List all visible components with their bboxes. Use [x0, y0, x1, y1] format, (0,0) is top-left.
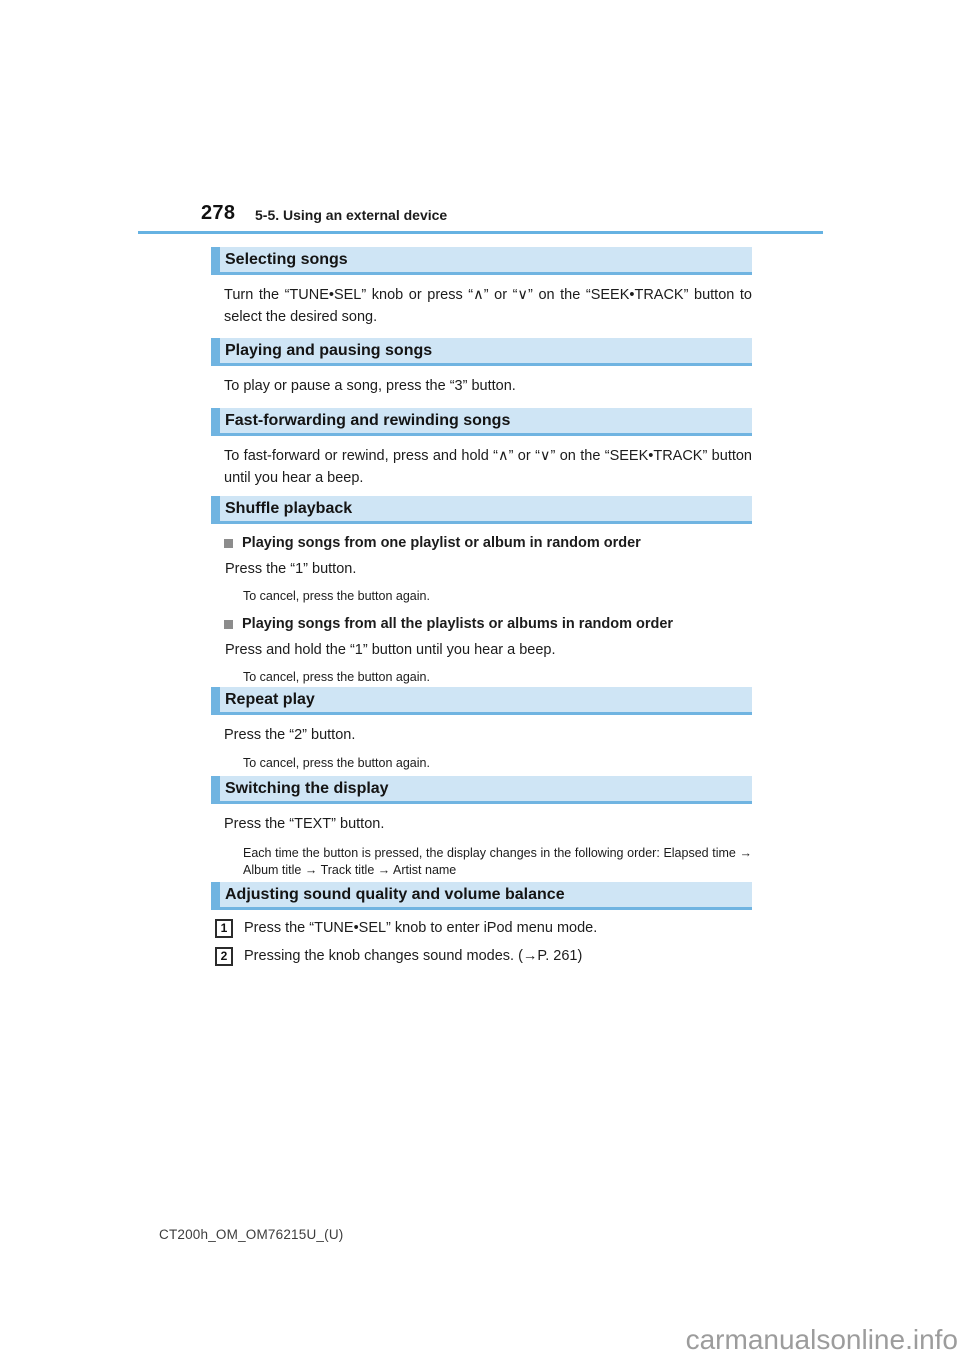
section-repeat-play [211, 687, 752, 772]
numbered-step [215, 918, 752, 938]
step-text: Pressing the knob changes sound modes. (→P. 261) [244, 948, 583, 964]
step-text: Press the “TUNE•SEL” knob to enter iPod menu mode. [244, 920, 598, 936]
section-body: To play or pause a song, press the “3” button. [224, 378, 516, 394]
header-divider-rule [138, 231, 823, 234]
bullet-body: Press and hold the “1” button until you hear a beep. [225, 642, 556, 658]
bullet-heading: Playing songs from one playlist or album in random order [242, 535, 641, 551]
bullet-item [224, 614, 752, 635]
section-title: Switching the display [211, 776, 752, 804]
bullet-square-icon [224, 539, 233, 548]
bullet-note: To cancel, press the button again. [243, 589, 430, 603]
section-title: Selecting songs [211, 247, 752, 275]
section-note: Each time the button is pressed, the display changes in the following order: Elapsed time → Album title → Track title → Artist name [243, 845, 752, 877]
bullet-square-icon [224, 620, 233, 629]
section-title: Shuffle playback [211, 496, 752, 524]
section-note: To cancel, press the button again. [243, 755, 430, 770]
bullet-item [224, 533, 752, 554]
page-number: 278 [201, 202, 236, 224]
chapter-title: 5-5. Using an external device [255, 207, 448, 223]
section-fast-forwarding [211, 408, 752, 489]
section-title: Adjusting sound quality and volume balance [211, 882, 752, 910]
section-body: Press the “2” button. [224, 727, 356, 743]
section-adjusting-sound [211, 882, 752, 966]
bullet-body: Press the “1” button. [225, 561, 357, 577]
step-number-badge: 2 [215, 947, 233, 966]
section-selecting-songs [211, 247, 752, 328]
step-number-badge: 1 [215, 919, 233, 938]
section-switching-display [211, 776, 752, 879]
footer-document-code: CT200h_OM_OM76215U_(U) [159, 1227, 344, 1242]
watermark-text: carmanualsonline.info [685, 1324, 958, 1355]
section-title: Fast-forwarding and rewinding songs [211, 408, 752, 436]
section-title: Repeat play [211, 687, 752, 715]
bullet-note: To cancel, press the button again. [243, 670, 430, 684]
section-body: To fast-forward or rewind, press and hold “∧” or “∨” on the “SEEK•TRACK” button until you hear a beep. [224, 448, 752, 486]
section-body: Press the “TEXT” button. [224, 816, 385, 832]
bullet-heading: Playing songs from all the playlists or albums in random order [242, 616, 674, 632]
section-playing-pausing [211, 338, 752, 398]
section-title: Playing and pausing songs [211, 338, 752, 366]
section-shuffle-playback [211, 496, 752, 686]
section-body: Turn the “TUNE•SEL” knob or press “∧” or “∨” on the “SEEK•TRACK” button to select the desired song. [224, 287, 752, 325]
numbered-step [215, 946, 752, 966]
